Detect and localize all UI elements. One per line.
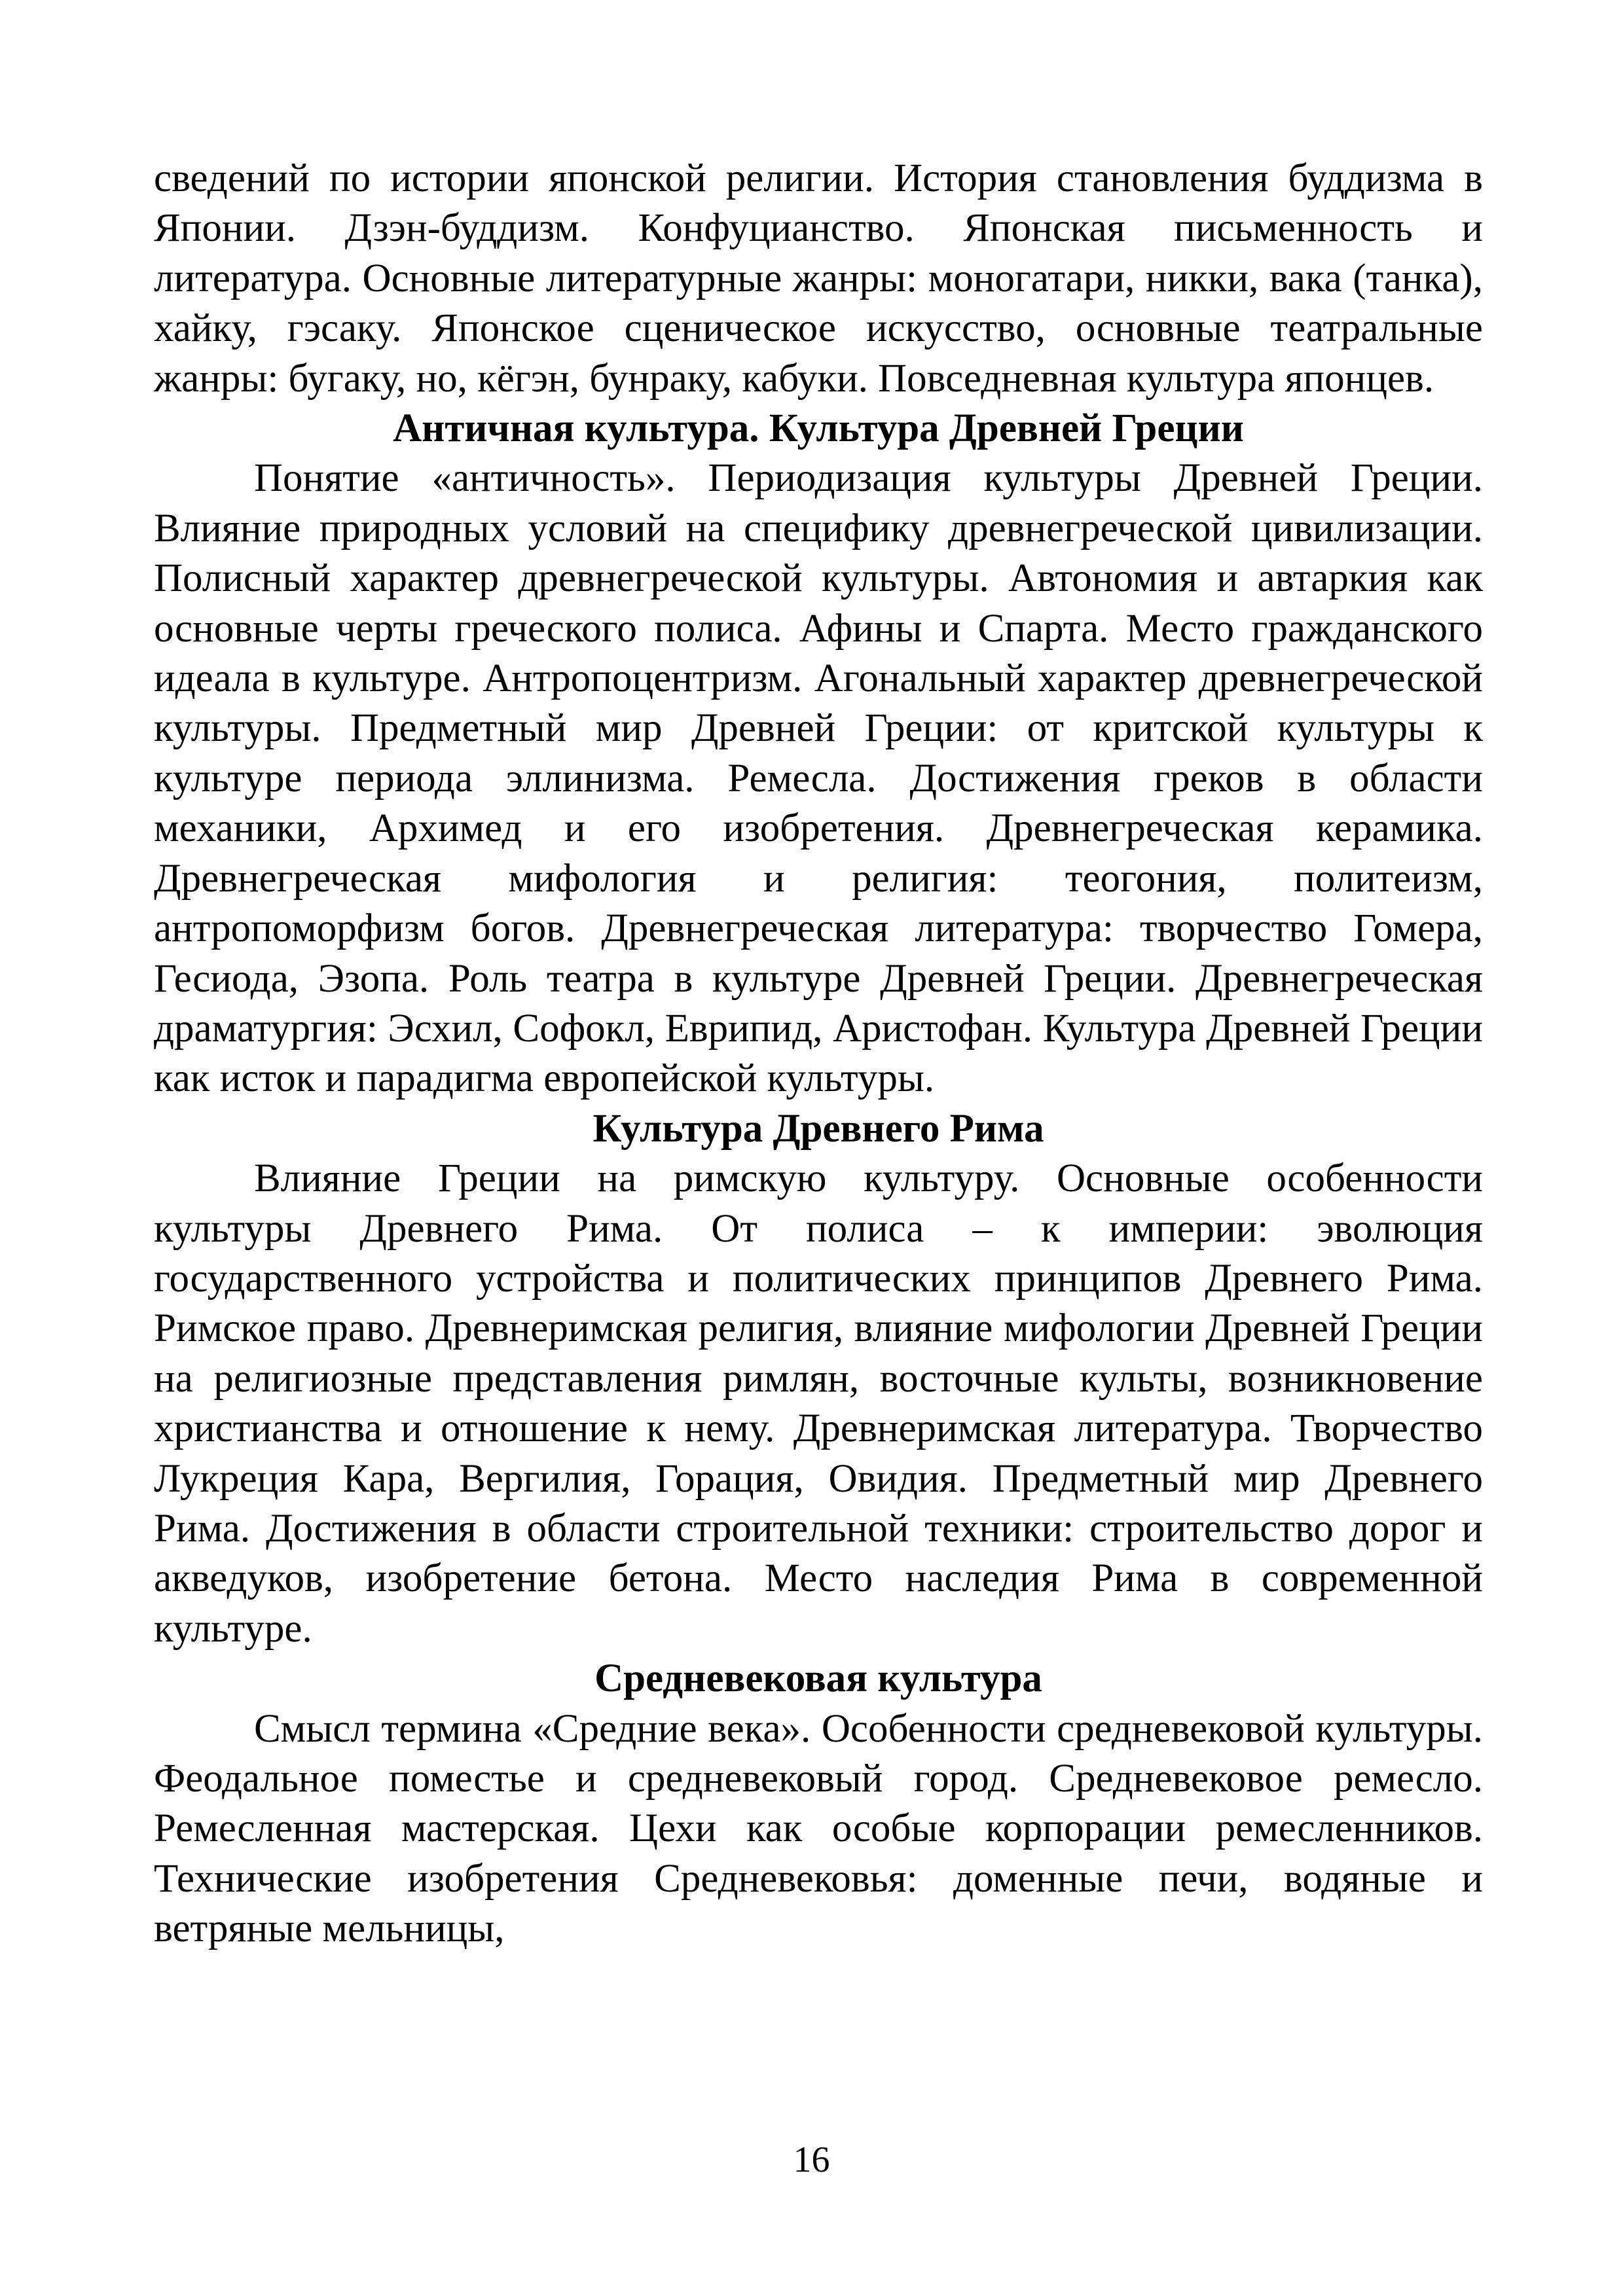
paragraph-ancient-greece: Понятие «античность». Периодизация культуры Древней Греции. Влияние природных условий на специфику древнегреческой цивилизации. Полисный характер древнегреческой культуры. Автономия и автаркия как основные черты греческого полиса. Афины и Спарта. Место гражданского идеала в культуре. Антропоцентризм. Агональный характер древнегреческой культуры. Предметный мир Древней Греции: от критской культуры к культуре периода эллинизма. Ремесла. Достижения греков в области механики, Архимед и его изобретения. Древнегреческая керамика. Древнегреческая мифология и религия: теогония, политеизм, антропоморфизм богов. Древнегреческая литература: творчество Гомера, Гесиода, Эзопа. Роль театра в культуре Древней Греции. Древнегреческая драматургия: Эсхил, Софокл, Еврипид, Аристофан. Культура Древней Греции как исток и парадигма европейской культуры. <box>154 456 1483 1101</box>
heading-ancient-rome: Культура Древнего Рима <box>593 1106 1044 1151</box>
heading-medieval-culture: Средневековая культура <box>594 1657 1042 1701</box>
page-number: 16 <box>793 2140 830 2180</box>
heading-ancient-greece: Античная культура. Культура Древней Греции <box>393 406 1244 451</box>
paragraph-japan-culture: сведений по истории японской религии. История становления буддизма в Японии. Дзэн-буддизм. Конфуцианство. Японская письменность и литература. Основные литературные жанры: моногатари, никки, вака (танка), хайку, гэсаку. Японское сценическое искусство, основные театральные жанры: бугаку, но, кёгэн, бунраку, кабуки. Повседневная культура японцев. <box>154 156 1483 401</box>
paragraph-ancient-rome: Влияние Греции на римскую культуру. Основные особенности культуры Древнего Рима. От полиса – к империи: эволюция государственного устройства и политических принципов Древнего Рима. Римское право. Древнеримская религия, влияние мифологии Древней Греции на религиозные представления римлян, восточные культы, возникновение христианства и отношение к нему. Древнеримская литература. Творчество Лукреция Кара, Вергилия, Горация, Овидия. Предметный мир Древнего Рима. Достижения в области строительной техники: строительство дорог и акведуков, изобретение бетона. Место наследия Рима в современной культуре. <box>154 1157 1483 1651</box>
page-body <box>154 154 1483 1954</box>
paragraph-medieval-culture: Смысл термина «Средние века». Особенности средневековой культуры. Феодальное поместье и средневековый город. Средневековое ремесло. Ремесленная мастерская. Цехи как особые корпорации ремесленников. Технические изобретения Средневековья: доменные печи, водяные и ветряные мельницы, <box>154 1706 1483 1951</box>
